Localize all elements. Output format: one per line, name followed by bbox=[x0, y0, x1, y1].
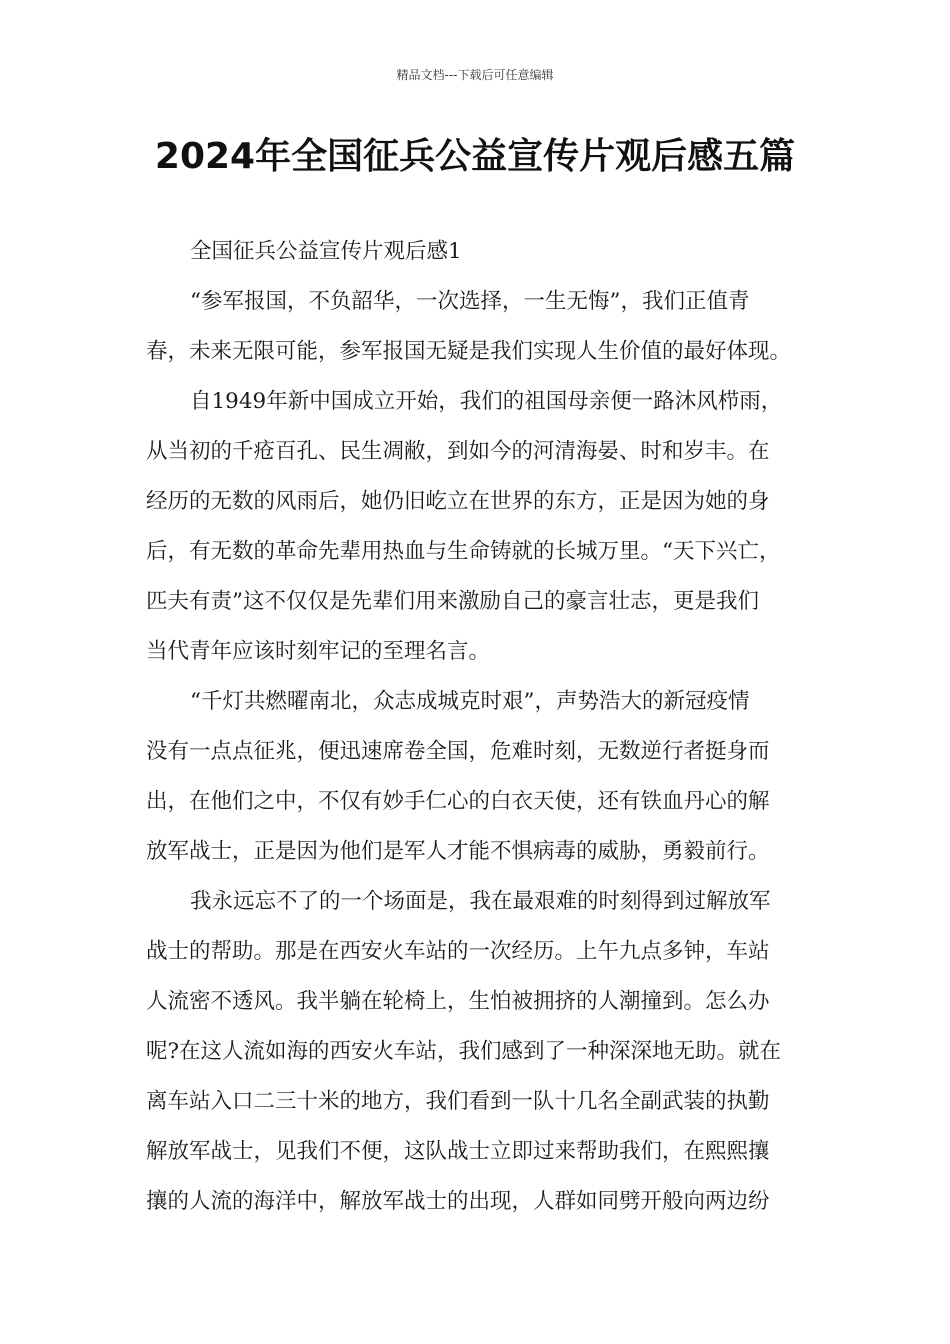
body-line: 后，有无数的革命先辈用热血与生命铸就的长城万里。“天下兴亡， bbox=[146, 539, 781, 564]
document-title: 2024年全国征兵公益宣传片观后感五篇 bbox=[154, 136, 796, 177]
body-line: 战士的帮助。那是在西安火车站的一次经历。上午九点多钟，车站 bbox=[146, 939, 770, 964]
body-line: 自1949年新中国成立开始，我们的祖国母亲便一路沐风栉雨， bbox=[190, 389, 783, 414]
body-line: 离车站入口二三十米的地方，我们看到一队十几名全副武装的执勤 bbox=[146, 1089, 770, 1114]
body-line: 匹夫有责”这不仅仅是先辈们用来激励自己的豪言壮志，更是我们 bbox=[146, 589, 759, 614]
body-line: 春，未来无限可能，参军报国无疑是我们实现人生价值的最好体现。 bbox=[146, 339, 792, 364]
body-line: 全国征兵公益宣传片观后感1 bbox=[190, 239, 462, 264]
body-line: 从当初的千疮百孔、民生凋敝，到如今的河清海晏、时和岁丰。在 bbox=[146, 439, 770, 464]
body-line: 放军战士，正是因为他们是军人才能不惧病毒的威胁，勇毅前行。 bbox=[146, 839, 770, 864]
body-line: 我永远忘不了的一个场面是，我在最艰难的时刻得到过解放军 bbox=[190, 889, 771, 914]
body-line: 当代青年应该时刻牢记的至理名言。 bbox=[146, 639, 491, 664]
body-line: 人流密不透风。我半躺在轮椅上，生怕被拥挤的人潮撞到。怎么办 bbox=[146, 989, 770, 1014]
document-body bbox=[146, 232, 806, 1232]
header-note: 精品文档---下载后可任意编辑 bbox=[396, 68, 554, 82]
body-line: 没有一点点征兆，便迅速席卷全国，危难时刻，无数逆行者挺身而 bbox=[146, 739, 770, 764]
body-line: “参军报国，不负韶华，一次选择，一生无悔”，我们正值青 bbox=[190, 289, 750, 314]
body-line: 攘的人流的海洋中，解放军战士的出现，人群如同劈开般向两边纷 bbox=[146, 1189, 770, 1214]
body-line: 解放军战士，见我们不便，这队战士立即过来帮助我们，在熙熙攘 bbox=[146, 1139, 770, 1164]
body-line: 呢?在这人流如海的西安火车站，我们感到了一种深深地无助。就在 bbox=[146, 1039, 782, 1064]
body-line: 出，在他们之中，不仅有妙手仁心的白衣天使，还有铁血丹心的解 bbox=[146, 789, 770, 814]
body-line: “千灯共燃曜南北，众志成城克时艰”，声势浩大的新冠疫情 bbox=[190, 689, 750, 714]
body-line: 经历的无数的风雨后，她仍旧屹立在世界的东方，正是因为她的身 bbox=[146, 489, 770, 514]
